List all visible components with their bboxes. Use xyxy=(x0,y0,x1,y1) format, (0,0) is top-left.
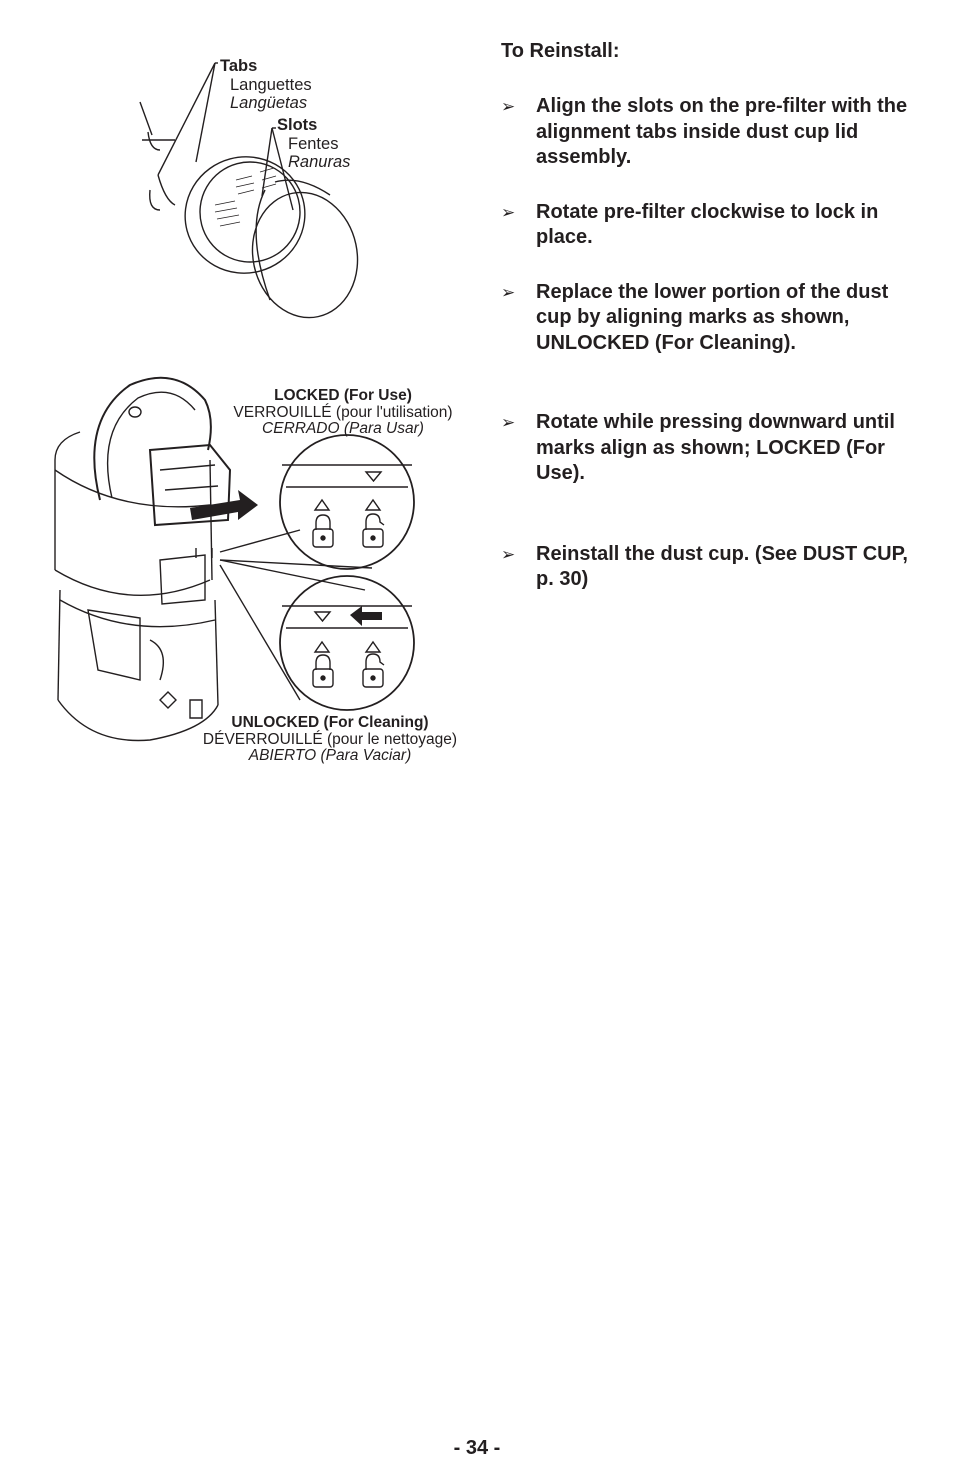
step-text: Rotate pre-filter clockwise to lock in place. xyxy=(536,200,879,248)
slots-label-es: Ranuras xyxy=(288,153,351,171)
unlocked-caption xyxy=(188,715,472,765)
bullet-arrow-icon: ➢ xyxy=(501,282,516,302)
bullet-arrow-icon: ➢ xyxy=(501,544,516,564)
tabs-label xyxy=(220,57,312,113)
step-text: Reinstall the dust cup. (See DUST CUP, p. 30) xyxy=(536,542,908,590)
tabs-label-en: Tabs xyxy=(220,57,258,75)
page-number: - 34 - xyxy=(453,1437,501,1459)
slots-label xyxy=(277,116,350,172)
step-reinstall-dust-cup xyxy=(501,542,921,593)
step-text: Rotate while pressing downward until marks align as shown; LOCKED (For Use). xyxy=(536,411,895,484)
unlocked-caption-en: UNLOCKED (For Cleaning) xyxy=(231,714,429,731)
reinstall-heading: To Reinstall: xyxy=(501,40,620,62)
slots-label-fr: Fentes xyxy=(288,134,339,153)
tabs-label-fr: Languettes xyxy=(230,75,312,94)
reinstall-steps xyxy=(501,94,921,593)
bullet-arrow-icon: ➢ xyxy=(501,413,516,432)
tabs-label-es: Langüetas xyxy=(230,94,308,112)
slots-label-en: Slots xyxy=(277,116,318,134)
locked-caption-fr: VERROUILLÉ (pour l'utilisation) xyxy=(233,403,453,421)
step-align-slots xyxy=(501,94,921,171)
step-text: Replace the lower portion of the dust cup by aligning marks as shown, UNLOCKED (For Cleaning). xyxy=(536,280,889,354)
step-rotate-to-lock xyxy=(501,410,921,487)
unlocked-caption-es: ABIERTO (Para Vaciar) xyxy=(248,747,412,764)
unlocked-caption-fr: DÉVERROUILLÉ (pour le nettoyage) xyxy=(202,730,458,748)
step-text: Align the slots on the pre-filter with the alignment tabs inside dust cup lid assembly. xyxy=(536,95,908,168)
bullet-arrow-icon: ➢ xyxy=(501,202,516,222)
locked-caption-en: LOCKED (For Use) xyxy=(274,387,412,404)
step-rotate-prefilter xyxy=(501,200,921,251)
locked-caption-es: CERRADO (Para Usar) xyxy=(262,420,424,437)
locked-caption xyxy=(212,388,474,438)
bullet-arrow-icon: ➢ xyxy=(501,97,516,116)
step-replace-lower-portion xyxy=(501,280,921,357)
